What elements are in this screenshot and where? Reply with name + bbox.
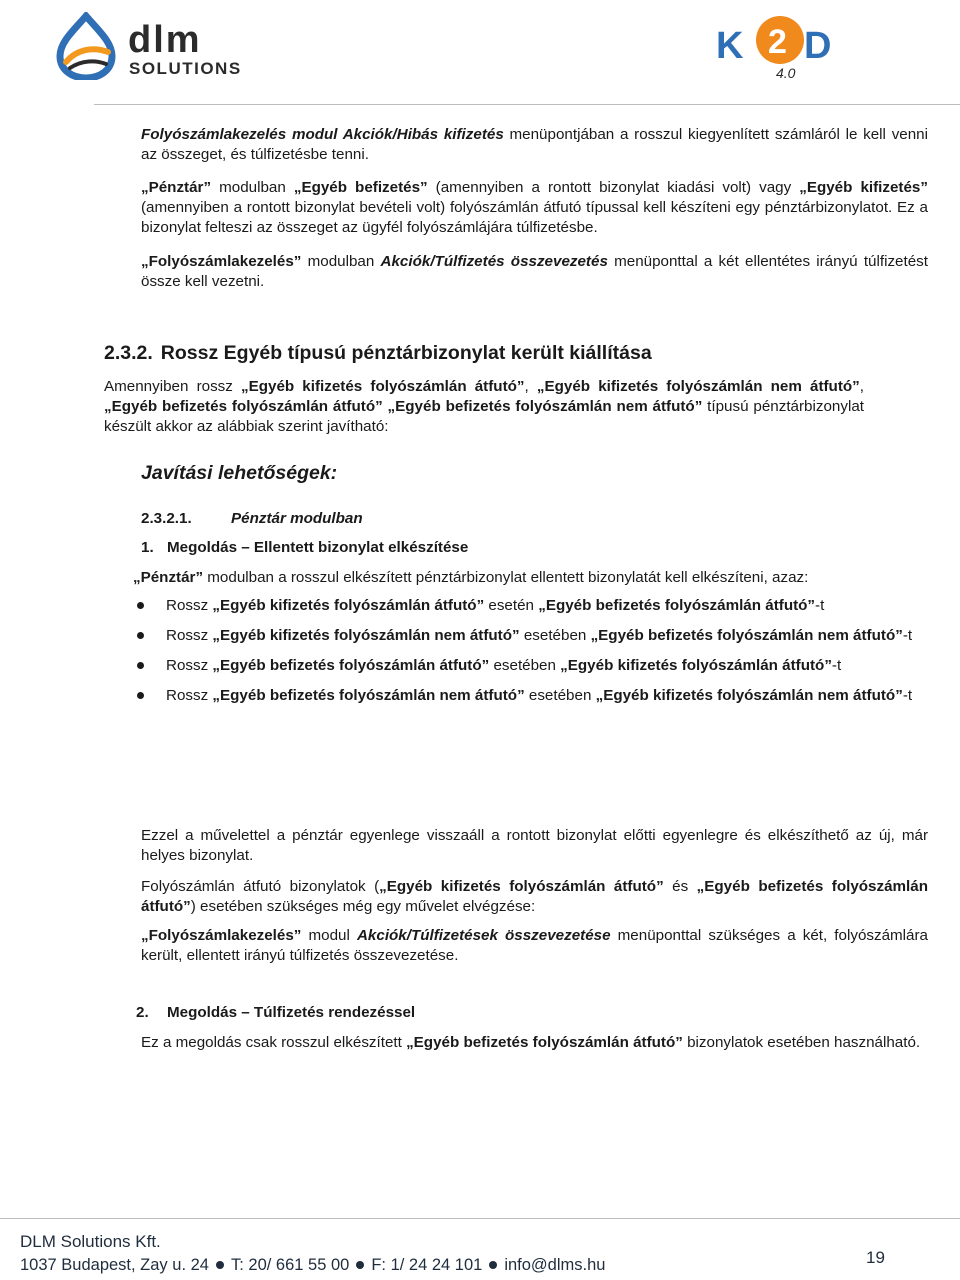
page-number: 19 — [866, 1248, 885, 1267]
svg-text:D: D — [804, 25, 832, 67]
javitasi-heading: Javítási lehetőségek: — [141, 462, 338, 484]
paragraph-tulfizetes-rendezes: Ez a megoldás csak rosszul elkészített „Egyéb befizetés folyószámlán átfutó” bizonylatok esetében használható. — [141, 1034, 921, 1051]
bullet-separator-icon — [356, 1261, 364, 1269]
dlm-solutions-logo — [52, 12, 302, 80]
header-divider — [94, 104, 960, 105]
footer-address: 1037 Budapest, Zay u. 24 — [20, 1256, 209, 1274]
footer-contact — [20, 1256, 605, 1275]
subsection-heading: 2.3.2.1. Pénztár modulban — [141, 510, 363, 527]
bullet-separator-icon — [489, 1261, 497, 1269]
paragraph-tulfizetes-osszevezetes: „Folyószámlakezelés” modulban Akciók/Túlfizetés összevezetés menüponttal a két ellentétes irányú túlfizetést össze kell vezetni. — [141, 253, 928, 290]
paragraph-penztar-egyeb: „Pénztár” modulban „Egyéb befizetés” (amennyiben a rontott bizonylat kiadási volt) vagy „Egyéb kifizetés” (amennyiben a rontott bizonylat bevételi volt) folyószámlán átfutó típussal kell készíteni egy pénztárbizonylatot. Ez a bizonylat felteszi az összeget az ügyfél folyószámlájára túlfizetésbe. — [141, 179, 928, 236]
bullet-separator-icon — [216, 1261, 224, 1269]
paragraph-atfuto-bizonylatok: Folyószámlán átfutó bizonylatok („Egyéb kifizetés folyószámlán átfutó” és „Egyéb befizetés folyószámlán átfutó”) esetében szükséges még egy művelet elvégzése: — [141, 878, 928, 915]
solution-2-heading: 2. Megoldás – Túlfizetés rendezéssel — [136, 1004, 416, 1021]
svg-text:K: K — [716, 25, 744, 67]
k2d-logo — [712, 4, 852, 82]
list-item: Rossz „Egyéb kifizetés folyószámlán nem átfutó” esetében „Egyéb befizetés folyószámlán nem átfutó”-t — [136, 626, 928, 646]
svg-text:4.0: 4.0 — [776, 65, 796, 81]
paragraph-tulfizetesek-osszevezetese: „Folyószámlakezelés” modul Akciók/Túlfizetések összevezetése menüponttal szükséges a két, folyószámlára került, ellentett irányú túlfizetés összevezetése. — [141, 927, 928, 964]
footer-email[interactable]: info@dlms.hu — [504, 1256, 606, 1274]
footer-company: DLM Solutions Kft. — [20, 1232, 161, 1251]
footer-divider — [0, 1218, 960, 1219]
paragraph-rossz-bizonylat: Amennyiben rossz „Egyéb kifizetés folyószámlán átfutó”, „Egyéb kifizetés folyószámlán nem átfutó”, „Egyéb befizetés folyószámlán átfutó” „Egyéb befizetés folyószámlán nem átfutó” típusú pénztárbizonylat készült akkor az alábbiak szerint javítható: — [104, 378, 864, 435]
page-footer — [0, 1218, 960, 1280]
svg-text:dlm: dlm — [128, 19, 202, 61]
footer-phone: T: 20/ 661 55 00 — [230, 1256, 350, 1274]
svg-text:2: 2 — [768, 23, 787, 61]
ellentett-bizonylat-list — [136, 596, 928, 716]
solution-1-heading: 1. Megoldás – Ellentett bizonylat elkészítése — [141, 539, 469, 556]
list-item: Rossz „Egyéb befizetés folyószámlán átfutó” esetében „Egyéb kifizetés folyószámlán átfutó”-t — [136, 656, 928, 676]
footer-fax: F: 1/ 24 24 101 — [371, 1256, 483, 1274]
paragraph-hibas-kifizetes: Folyószámlakezelés modul Akciók/Hibás kifizetés menüpontjában a rosszul kiegyenlített számláról le kell venni az összeget, és túlfizetésbe tenni. — [141, 126, 928, 163]
paragraph-egyenleg-visszaall: Ezzel a művelettel a pénztár egyenlege visszaáll a rontott bizonylat előtti egyenlegre és elkészíthető az új, már helyes bizonylat. — [141, 827, 928, 864]
list-item: Rossz „Egyéb befizetés folyószámlán nem átfutó” esetében „Egyéb kifizetés folyószámlán nem átfutó”-t — [136, 686, 928, 706]
svg-text:SOLUTIONS: SOLUTIONS — [129, 59, 242, 78]
section-heading: 2.3.2. Rossz Egyéb típusú pénztárbizonylat került kiállítása — [104, 342, 652, 364]
paragraph-penztar-ellentett: „Pénztár” modulban a rosszul elkészített pénztárbizonylat ellentett bizonylatát kell elkészíteni, azaz: — [133, 569, 809, 586]
page-header — [0, 0, 960, 100]
list-item: Rossz „Egyéb kifizetés folyószámlán átfutó” esetén „Egyéb befizetés folyószámlán átfutó”-t — [136, 596, 928, 616]
